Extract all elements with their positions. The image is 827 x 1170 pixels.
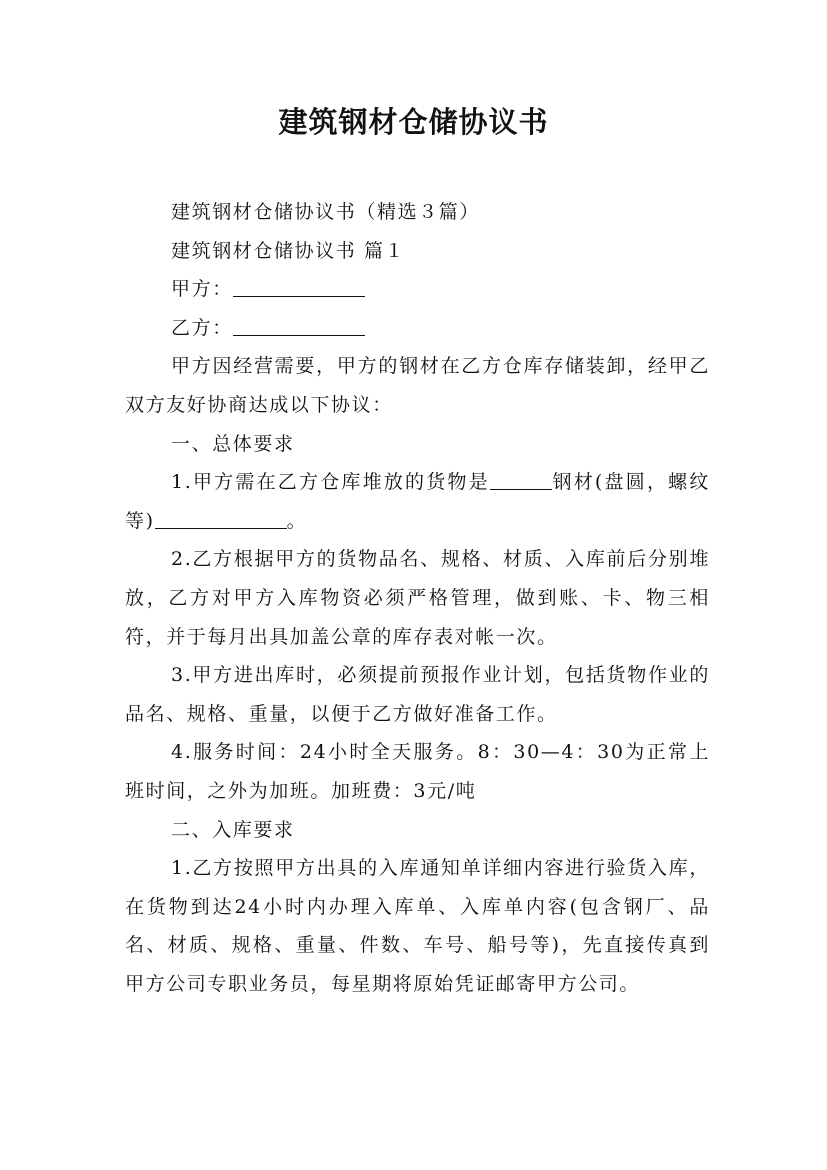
party-a-label: 甲方： bbox=[171, 278, 233, 301]
party-a-blank bbox=[233, 274, 365, 297]
goods-blank bbox=[490, 467, 552, 490]
clause-1-3: 3.甲方进出库时，必须提前预报作业计划，包括货物作业的品名、规格、重量，以便于乙方做好准备工作。 bbox=[125, 664, 710, 725]
party-b-label: 乙方： bbox=[171, 316, 233, 339]
party-b-line bbox=[125, 309, 710, 348]
intro-paragraph: 甲方因经营需要，甲方的钢材在乙方仓库存储装卸，经甲乙双方友好协商达成以下协议： bbox=[125, 355, 710, 416]
document-body bbox=[125, 193, 710, 1003]
clause-1-4: 4.服务时间：24小时全天服务。8：30—4：30为正常上班时间，之外为加班。加班费：3元/吨 bbox=[125, 741, 710, 802]
subtitle-selection: 建筑钢材仓储协议书（精选３篇） bbox=[171, 201, 481, 223]
document-title: 建筑钢材仓储协议书 bbox=[278, 105, 549, 139]
clause-2-1: 1.乙方按照甲方出具的入库通知单详细内容进行验货入库，在货物到达24小时内办理入库单、入库单内容(包含钢厂、品名、材质、规格、重量、件数、车号、船号等)，先直接传真到甲方公司专职业务员，每星期将原始凭证邮寄甲方公司。 bbox=[125, 857, 710, 995]
clause-1-1-text-c: 。 bbox=[286, 509, 308, 532]
clause-1-2: 2.乙方根据甲方的货物品名、规格、材质、入库前后分别堆放，乙方对甲方入库物资必须严格管理，做到账、卡、物三相符，并于每月出具加盖公章的库存表对帐一次。 bbox=[125, 548, 710, 648]
heading-general-requirements: 一、总体要求 bbox=[171, 432, 295, 455]
party-a-line bbox=[125, 270, 710, 309]
party-b-blank bbox=[233, 313, 365, 336]
clause-1-1-text-a: 1.甲方需在乙方仓库堆放的货物是 bbox=[171, 471, 490, 494]
clause-1-1-text-b: 钢材(盘圆，螺纹等) bbox=[125, 471, 710, 532]
clause-1-1 bbox=[125, 463, 710, 540]
goods-detail-blank bbox=[155, 506, 287, 529]
section-heading-part-1: 建筑钢材仓储协议书 篇１ bbox=[171, 239, 406, 262]
heading-inbound-requirements: 二、入库要求 bbox=[171, 818, 295, 841]
